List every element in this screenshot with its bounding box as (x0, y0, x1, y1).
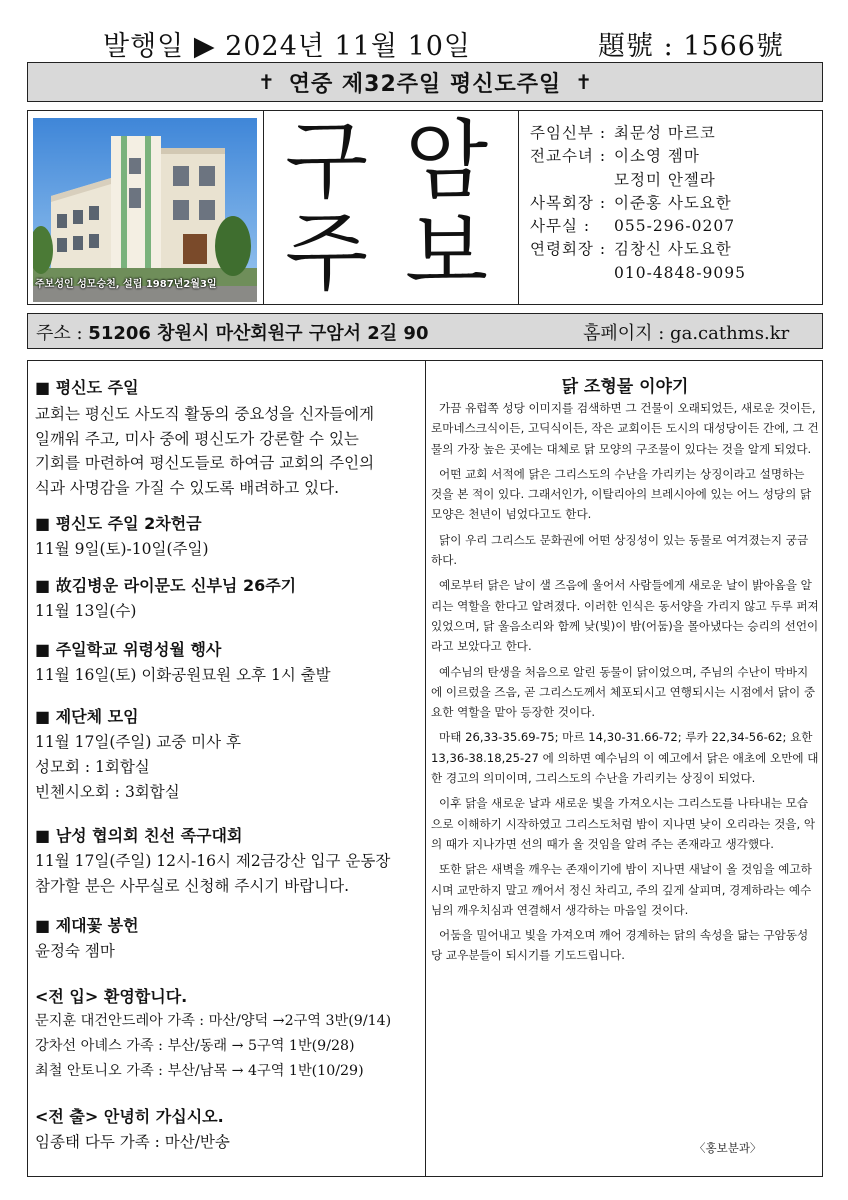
section-title: ■ 주일학교 위령성월 행사 (35, 640, 222, 659)
section-text: 참가할 분은 사무실로 신청해 주시기 바랍니다. (35, 877, 350, 895)
staff-row (530, 145, 746, 168)
homepage-link[interactable]: 홈페이지 : ga.cathms.kr (583, 323, 790, 344)
text-line: 기회를 마련하여 평신도들로 하여금 교회의 주인의 (35, 454, 375, 472)
article-paragraph: 마태 26,33-35.69-75; 마르 14,30-31.66-72; 루카 22,34-56-62; 요한 13,36-38.18,25-27 에 의하면 예수님의 이 예고에서 닭은 애초에 오만에 대한 경고의 의미이며, 그리스도의 수난을 가리키는 상징이 되었다. (431, 730, 819, 786)
divider (263, 110, 264, 305)
section-text: 11월 17일(주일) 교중 미사 후 (35, 733, 242, 751)
staff-row (530, 238, 746, 261)
section-title: ■ 남성 협의회 친선 족구대회 (35, 826, 243, 845)
masthead-char: 암 (405, 111, 489, 211)
article-paragraph: 또한 닭은 새벽을 깨우는 존재이기에 밤이 지나면 새날이 올 것임을 예고하시며 교만하지 말고 깨어서 정신 차리고, 주의 깊게 살피며, 경계하라는 예수님의 깨우치심과 연결해서 생각하는 마음일 것이다. (431, 862, 812, 917)
section-title: <전 출> 안녕히 가십시오. (35, 1107, 224, 1126)
staff-role: 연령회장 : (530, 240, 607, 259)
article-paragraph: 어떤 교회 서적에 닭은 그리스도의 수난을 가리키는 상징이라고 설명하는 것을 본 적이 있다. 그래서인가, 이탈리아의 브레시아에 있는 어느 성당의 닭 모양은 천년이 넘었다고도 한다. (431, 466, 812, 522)
masthead-char: 구 (285, 111, 369, 211)
staff-role: 주임신부 : (530, 124, 607, 142)
section-text: 강차선 아녜스 가족 : 부산/동래 → 5구역 1반(9/28) (35, 1038, 355, 1054)
staff-role: 전교수녀 : (530, 147, 607, 166)
staff-name: 055-296-0207 (614, 217, 736, 236)
section-title: ■ 제대꽃 봉헌 (35, 916, 139, 935)
staff-name: 010-4848-9095 (614, 263, 746, 282)
article-paragraph: 가끔 유럽쪽 성당 이미지를 검색하면 그 건물이 오래되었든, 새로운 것이든, 로마네스크식이든, 고딕식이든, 작은 교회이든 도시의 대성당이든 간에, 그 건물의 가장 높은 곳에는 대체로 닭 모양의 구조물이 있다는 것을 알게 되었다. (431, 401, 819, 456)
article-paragraph: 닭이 우리 그리스도 문화권에 어떤 상징성이 있는 동물로 여겨졌는지 궁금하다. (431, 532, 809, 568)
photo-caption: 주보성인 성모승천, 설립 1987년2월3일 (35, 279, 217, 290)
section-body (35, 402, 420, 500)
section-text: 윤정숙 젬마 (35, 942, 115, 960)
cross-icon: ✝ (575, 70, 592, 94)
section-title: ■ 평신도 주일 2차헌금 (35, 514, 202, 533)
text-line: 식과 사명감을 가질 수 있도록 배려하고 있다. (35, 478, 340, 497)
staff-row (530, 169, 746, 192)
article-paragraph: 예수님의 탄생을 처음으로 알린 동물이 닭이었으며, 주님의 수난이 막바지에 이르렀을 즈음, 곧 그리스도께서 체포되시고 연행되시는 시점에서 닭이 중요한 역할을 맡아 등장한 것이다. (431, 664, 816, 720)
staff-name: 이준홍 사도요한 (614, 193, 732, 212)
text-line: 교회는 평신도 사도직 활동의 중요성을 신자들에게 (35, 405, 375, 423)
staff-row (530, 215, 746, 238)
masthead-char: 주 (285, 203, 369, 303)
address-value: 51206 창원시 마산회원구 구암서 2길 90 (88, 323, 429, 344)
article-title: 닭 조형물 이야기 (561, 377, 689, 397)
article-paragraph: 예로부터 닭은 날이 샐 즈음에 울어서 사람들에게 새로운 날이 밝아옴을 알리는 역할을 한다고 알려졌다. 이러한 인식은 동서양을 가리지 않고 두루 퍼져 있었으며, 닭 울음소리와 함께 낮(빛)이 밤(어둠)을 몰아냈다는 승리의 선언이라고 보았다고 한다. (431, 578, 819, 654)
divider (518, 110, 519, 305)
section-text: 11월 17일(주일) 12시-16시 제2금강산 입구 운동장 (35, 852, 391, 870)
cross-icon: ✝ (258, 70, 275, 94)
article-paragraph: 이후 닭을 새로운 날과 새로운 빛을 가져오시는 그리스도를 나타내는 모습으로 이해하기 시작하였고 그리스도처럼 밤이 지나면 낮이 오리라는 것을, 악의 때가 지나가면 선의 때가 올 것임을 알려 주는 존재라고 생각했다. (431, 796, 816, 851)
article-paragraph: 어둠을 밀어내고 빛을 가져오며 깨어 경계하는 닭의 속성을 닮는 구암동성당 교우분들이 되시기를 기도드립니다. (431, 928, 809, 963)
staff-role (530, 262, 614, 285)
staff-row (530, 192, 746, 215)
staff-row (530, 262, 746, 285)
staff-name: 최문성 마르코 (614, 124, 716, 142)
article-signature: 〈홍보분과〉 (694, 1141, 762, 1155)
section-text: 11월 13일(수) (35, 602, 137, 620)
address-label: 주소 : (36, 323, 89, 344)
section-title: ■ 제단체 모임 (35, 707, 139, 726)
staff-row (530, 122, 746, 145)
section-text: 최철 안토니오 가족 : 부산/남목 → 4구역 1반(10/29) (35, 1063, 364, 1079)
staff-name: 김창신 사도요한 (614, 240, 732, 259)
article-body (431, 398, 819, 971)
staff-name: 이소영 젬마 (614, 147, 700, 166)
issue-date: 발행일 ▶ 2024년 11월 10일 (103, 31, 472, 62)
section-title: ■ 故김병운 라이문도 신부님 26주기 (35, 576, 297, 595)
section-text: 성모회 : 1회합실 (35, 758, 150, 776)
staff-role: 사무실 : (530, 217, 591, 236)
column-divider (425, 360, 426, 1177)
section-title: <전 입> 환영합니다. (35, 987, 188, 1006)
section-text: 임종태 다두 가족 : 마산/반송 (35, 1133, 230, 1151)
staff-role (530, 169, 614, 192)
section-text: 문지훈 대건안드레아 가족 : 마산/양덕 →2구역 3반(9/14) (35, 1013, 392, 1029)
address (36, 319, 428, 345)
staff-role: 사목회장 : (530, 193, 607, 212)
issue-number: 題號 : 1566號 (598, 31, 784, 62)
staff-name: 모정미 안젤라 (614, 170, 716, 189)
masthead-char: 보 (405, 203, 489, 303)
section-text: 11월 9일(토)-10일(주일) (35, 540, 209, 558)
bulletin-title: 연중 제32주일 평신도주일 (288, 71, 562, 97)
section-text: 11월 16일(토) 이화공원묘원 오후 1시 출발 (35, 666, 331, 684)
title-band (27, 62, 823, 102)
section-title: ■ 평신도 주일 (35, 378, 139, 397)
text-line: 일깨워 주고, 미사 중에 평신도가 강론할 수 있는 (35, 429, 359, 448)
staff-list (530, 122, 746, 285)
section-text: 빈첸시오회 : 3회합실 (35, 783, 180, 801)
